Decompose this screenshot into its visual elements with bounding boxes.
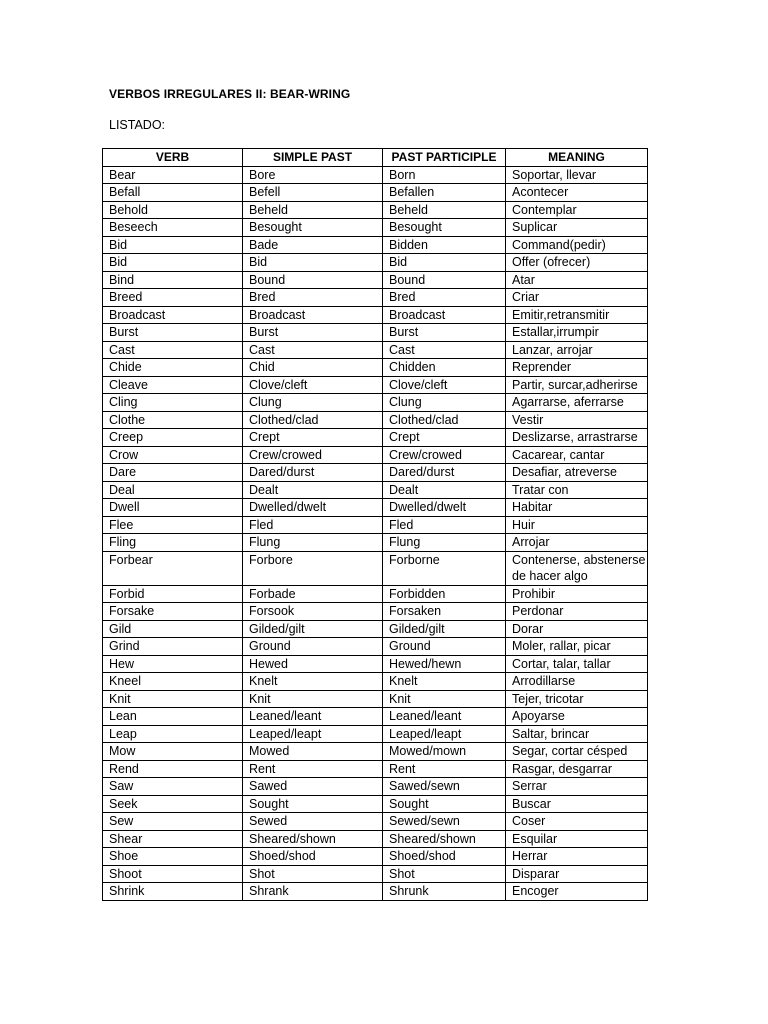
- table-row: [103, 289, 648, 307]
- cell-verb: Shoe: [103, 848, 243, 866]
- cell-meaning: Criar: [506, 289, 648, 307]
- cell-meaning: Offer (ofrecer): [506, 254, 648, 272]
- cell-past-participle: Besought: [383, 219, 506, 237]
- cell-verb: Shrink: [103, 883, 243, 901]
- table-row: [103, 166, 648, 184]
- table-row: [103, 551, 648, 585]
- cell-simple-past: Chid: [243, 359, 383, 377]
- cell-simple-past: Shoed/shod: [243, 848, 383, 866]
- cell-verb: Grind: [103, 638, 243, 656]
- cell-past-participle: Sawed/sewn: [383, 778, 506, 796]
- table-row: [103, 673, 648, 691]
- cell-verb: Flee: [103, 516, 243, 534]
- cell-simple-past: Fled: [243, 516, 383, 534]
- cell-verb: Forbid: [103, 585, 243, 603]
- cell-simple-past: Rent: [243, 760, 383, 778]
- cell-verb: Lean: [103, 708, 243, 726]
- cell-verb: Shoot: [103, 865, 243, 883]
- cell-meaning: Habitar: [506, 499, 648, 517]
- cell-verb: Sew: [103, 813, 243, 831]
- cell-meaning: Cacarear, cantar: [506, 446, 648, 464]
- cell-meaning: Encoger: [506, 883, 648, 901]
- table-row: [103, 534, 648, 552]
- cell-past-participle: Dealt: [383, 481, 506, 499]
- cell-meaning: Tratar con: [506, 481, 648, 499]
- cell-simple-past: Clothed/clad: [243, 411, 383, 429]
- cell-meaning: Emitir,retransmitir: [506, 306, 648, 324]
- cell-past-participle: Knit: [383, 690, 506, 708]
- cell-meaning: Arrodillarse: [506, 673, 648, 691]
- cell-simple-past: Dwelled/dwelt: [243, 499, 383, 517]
- cell-past-participle: Cast: [383, 341, 506, 359]
- cell-past-participle: Leaped/leapt: [383, 725, 506, 743]
- cell-verb: Rend: [103, 760, 243, 778]
- cell-past-participle: Befallen: [383, 184, 506, 202]
- cell-meaning: Contemplar: [506, 201, 648, 219]
- header-verb: VERB: [103, 149, 243, 167]
- cell-meaning: Suplicar: [506, 219, 648, 237]
- cell-meaning: Serrar: [506, 778, 648, 796]
- cell-simple-past: Sought: [243, 795, 383, 813]
- cell-verb: Fling: [103, 534, 243, 552]
- cell-past-participle: Gilded/gilt: [383, 620, 506, 638]
- cell-verb: Befall: [103, 184, 243, 202]
- cell-past-participle: Sheared/shown: [383, 830, 506, 848]
- cell-simple-past: Sawed: [243, 778, 383, 796]
- table-body: [103, 166, 648, 900]
- cell-past-participle: Bred: [383, 289, 506, 307]
- cell-meaning: Estallar,irrumpir: [506, 324, 648, 342]
- cell-simple-past: Dealt: [243, 481, 383, 499]
- cell-meaning: Saltar, brincar: [506, 725, 648, 743]
- table-row: [103, 201, 648, 219]
- cell-verb: Cast: [103, 341, 243, 359]
- table-row: [103, 795, 648, 813]
- table-row: [103, 778, 648, 796]
- cell-past-participle: Crept: [383, 429, 506, 447]
- cell-meaning: Apoyarse: [506, 708, 648, 726]
- cell-past-participle: Crew/crowed: [383, 446, 506, 464]
- header-simple-past: SIMPLE PAST: [243, 149, 383, 167]
- table-row: [103, 411, 648, 429]
- table-row: [103, 464, 648, 482]
- table-row: [103, 585, 648, 603]
- table-row: [103, 620, 648, 638]
- irregular-verbs-table: [102, 148, 648, 901]
- cell-simple-past: Beheld: [243, 201, 383, 219]
- cell-simple-past: Crew/crowed: [243, 446, 383, 464]
- table-row: [103, 271, 648, 289]
- cell-past-participle: Beheld: [383, 201, 506, 219]
- cell-verb: Mow: [103, 743, 243, 761]
- cell-simple-past: Crept: [243, 429, 383, 447]
- cell-simple-past: Sewed: [243, 813, 383, 831]
- cell-past-participle: Shrunk: [383, 883, 506, 901]
- table-row: [103, 883, 648, 901]
- cell-past-participle: Clothed/clad: [383, 411, 506, 429]
- cell-past-participle: Forsaken: [383, 603, 506, 621]
- cell-past-participle: Clung: [383, 394, 506, 412]
- cell-past-participle: Forbidden: [383, 585, 506, 603]
- cell-meaning: Partir, surcar,adherirse: [506, 376, 648, 394]
- cell-verb: Dwell: [103, 499, 243, 517]
- cell-verb: Knit: [103, 690, 243, 708]
- cell-meaning: Moler, rallar, picar: [506, 638, 648, 656]
- cell-past-participle: Broadcast: [383, 306, 506, 324]
- cell-past-participle: Dwelled/dwelt: [383, 499, 506, 517]
- cell-meaning: Tejer, tricotar: [506, 690, 648, 708]
- cell-verb: Beseech: [103, 219, 243, 237]
- header-past-participle: PAST PARTICIPLE: [383, 149, 506, 167]
- cell-verb: Shear: [103, 830, 243, 848]
- cell-past-participle: Ground: [383, 638, 506, 656]
- cell-simple-past: Bred: [243, 289, 383, 307]
- cell-meaning: Soportar, llevar: [506, 166, 648, 184]
- cell-meaning: Prohibir: [506, 585, 648, 603]
- cell-simple-past: Mowed: [243, 743, 383, 761]
- cell-verb: Seek: [103, 795, 243, 813]
- table-row: [103, 376, 648, 394]
- cell-meaning: Reprender: [506, 359, 648, 377]
- cell-simple-past: Ground: [243, 638, 383, 656]
- table-row: [103, 359, 648, 377]
- cell-past-participle: Clove/cleft: [383, 376, 506, 394]
- cell-verb: Chide: [103, 359, 243, 377]
- cell-past-participle: Bid: [383, 254, 506, 272]
- table-row: [103, 603, 648, 621]
- cell-past-participle: Shoed/shod: [383, 848, 506, 866]
- cell-past-participle: Flung: [383, 534, 506, 552]
- table-row: [103, 324, 648, 342]
- cell-meaning: Segar, cortar césped: [506, 743, 648, 761]
- table-row: [103, 655, 648, 673]
- listing-label: LISTADO:: [109, 118, 166, 132]
- cell-simple-past: Forbade: [243, 585, 383, 603]
- cell-simple-past: Dared/durst: [243, 464, 383, 482]
- cell-simple-past: Hewed: [243, 655, 383, 673]
- cell-verb: Deal: [103, 481, 243, 499]
- table-row: [103, 830, 648, 848]
- table-row: [103, 848, 648, 866]
- cell-verb: Creep: [103, 429, 243, 447]
- table-row: [103, 306, 648, 324]
- cell-simple-past: Clung: [243, 394, 383, 412]
- cell-past-participle: Sought: [383, 795, 506, 813]
- cell-verb: Leap: [103, 725, 243, 743]
- cell-verb: Cling: [103, 394, 243, 412]
- cell-simple-past: Gilded/gilt: [243, 620, 383, 638]
- cell-verb: Forbear: [103, 551, 243, 585]
- cell-verb: Bid: [103, 236, 243, 254]
- table-row: [103, 341, 648, 359]
- document-title: VERBOS IRREGULARES II: BEAR-WRING: [109, 87, 351, 101]
- cell-past-participle: Chidden: [383, 359, 506, 377]
- cell-meaning: Deslizarse, arrastrarse: [506, 429, 648, 447]
- cell-simple-past: Befell: [243, 184, 383, 202]
- cell-meaning: Rasgar, desgarrar: [506, 760, 648, 778]
- cell-verb: Dare: [103, 464, 243, 482]
- table-row: [103, 184, 648, 202]
- cell-simple-past: Bid: [243, 254, 383, 272]
- cell-meaning: Desafiar, atreverse: [506, 464, 648, 482]
- cell-verb: Bid: [103, 254, 243, 272]
- cell-meaning: Disparar: [506, 865, 648, 883]
- header-meaning: MEANING: [506, 149, 648, 167]
- cell-past-participle: Bidden: [383, 236, 506, 254]
- cell-past-participle: Knelt: [383, 673, 506, 691]
- cell-past-participle: Mowed/mown: [383, 743, 506, 761]
- table-row: [103, 813, 648, 831]
- table-row: [103, 254, 648, 272]
- cell-simple-past: Bade: [243, 236, 383, 254]
- cell-past-participle: Burst: [383, 324, 506, 342]
- cell-simple-past: Sheared/shown: [243, 830, 383, 848]
- cell-simple-past: Shot: [243, 865, 383, 883]
- table-row: [103, 865, 648, 883]
- cell-simple-past: Besought: [243, 219, 383, 237]
- cell-meaning: Dorar: [506, 620, 648, 638]
- cell-simple-past: Cast: [243, 341, 383, 359]
- cell-meaning: Acontecer: [506, 184, 648, 202]
- cell-verb: Cleave: [103, 376, 243, 394]
- cell-verb: Broadcast: [103, 306, 243, 324]
- cell-simple-past: Burst: [243, 324, 383, 342]
- cell-meaning: Lanzar, arrojar: [506, 341, 648, 359]
- table-row: [103, 481, 648, 499]
- table-row: [103, 708, 648, 726]
- cell-past-participle: Hewed/hewn: [383, 655, 506, 673]
- cell-past-participle: Fled: [383, 516, 506, 534]
- cell-verb: Bind: [103, 271, 243, 289]
- cell-verb: Hew: [103, 655, 243, 673]
- cell-meaning: Coser: [506, 813, 648, 831]
- cell-meaning: Agarrarse, aferrarse: [506, 394, 648, 412]
- cell-simple-past: Clove/cleft: [243, 376, 383, 394]
- cell-meaning: Herrar: [506, 848, 648, 866]
- cell-meaning: Buscar: [506, 795, 648, 813]
- cell-simple-past: Leaned/leant: [243, 708, 383, 726]
- cell-meaning: Cortar, talar, tallar: [506, 655, 648, 673]
- table-row: [103, 236, 648, 254]
- table-row: [103, 429, 648, 447]
- table-row: [103, 516, 648, 534]
- table-row: [103, 499, 648, 517]
- cell-past-participle: Sewed/sewn: [383, 813, 506, 831]
- cell-meaning: Perdonar: [506, 603, 648, 621]
- cell-simple-past: Flung: [243, 534, 383, 552]
- cell-meaning: Atar: [506, 271, 648, 289]
- cell-verb: Forsake: [103, 603, 243, 621]
- table-row: [103, 725, 648, 743]
- cell-verb: Behold: [103, 201, 243, 219]
- cell-simple-past: Forbore: [243, 551, 383, 585]
- cell-simple-past: Knit: [243, 690, 383, 708]
- cell-past-participle: Shot: [383, 865, 506, 883]
- table-row: [103, 219, 648, 237]
- table-row: [103, 446, 648, 464]
- cell-meaning: Huir: [506, 516, 648, 534]
- cell-meaning: Contenerse, abstenerse de hacer algo: [506, 551, 648, 585]
- cell-verb: Breed: [103, 289, 243, 307]
- cell-verb: Gild: [103, 620, 243, 638]
- cell-meaning: Esquilar: [506, 830, 648, 848]
- cell-simple-past: Leaped/leapt: [243, 725, 383, 743]
- cell-verb: Kneel: [103, 673, 243, 691]
- cell-simple-past: Knelt: [243, 673, 383, 691]
- cell-verb: Burst: [103, 324, 243, 342]
- cell-simple-past: Bore: [243, 166, 383, 184]
- cell-meaning: Command(pedir): [506, 236, 648, 254]
- table-row: [103, 743, 648, 761]
- cell-past-participle: Leaned/leant: [383, 708, 506, 726]
- table-row: [103, 394, 648, 412]
- cell-verb: Crow: [103, 446, 243, 464]
- cell-past-participle: Rent: [383, 760, 506, 778]
- cell-verb: Bear: [103, 166, 243, 184]
- cell-verb: Clothe: [103, 411, 243, 429]
- cell-meaning: Vestir: [506, 411, 648, 429]
- cell-simple-past: Forsook: [243, 603, 383, 621]
- cell-simple-past: Broadcast: [243, 306, 383, 324]
- cell-simple-past: Bound: [243, 271, 383, 289]
- cell-past-participle: Born: [383, 166, 506, 184]
- cell-past-participle: Dared/durst: [383, 464, 506, 482]
- cell-past-participle: Bound: [383, 271, 506, 289]
- cell-verb: Saw: [103, 778, 243, 796]
- cell-past-participle: Forborne: [383, 551, 506, 585]
- table-row: [103, 638, 648, 656]
- table-row: [103, 690, 648, 708]
- table-row: [103, 760, 648, 778]
- cell-simple-past: Shrank: [243, 883, 383, 901]
- cell-meaning: Arrojar: [506, 534, 648, 552]
- table-header-row: [103, 149, 648, 167]
